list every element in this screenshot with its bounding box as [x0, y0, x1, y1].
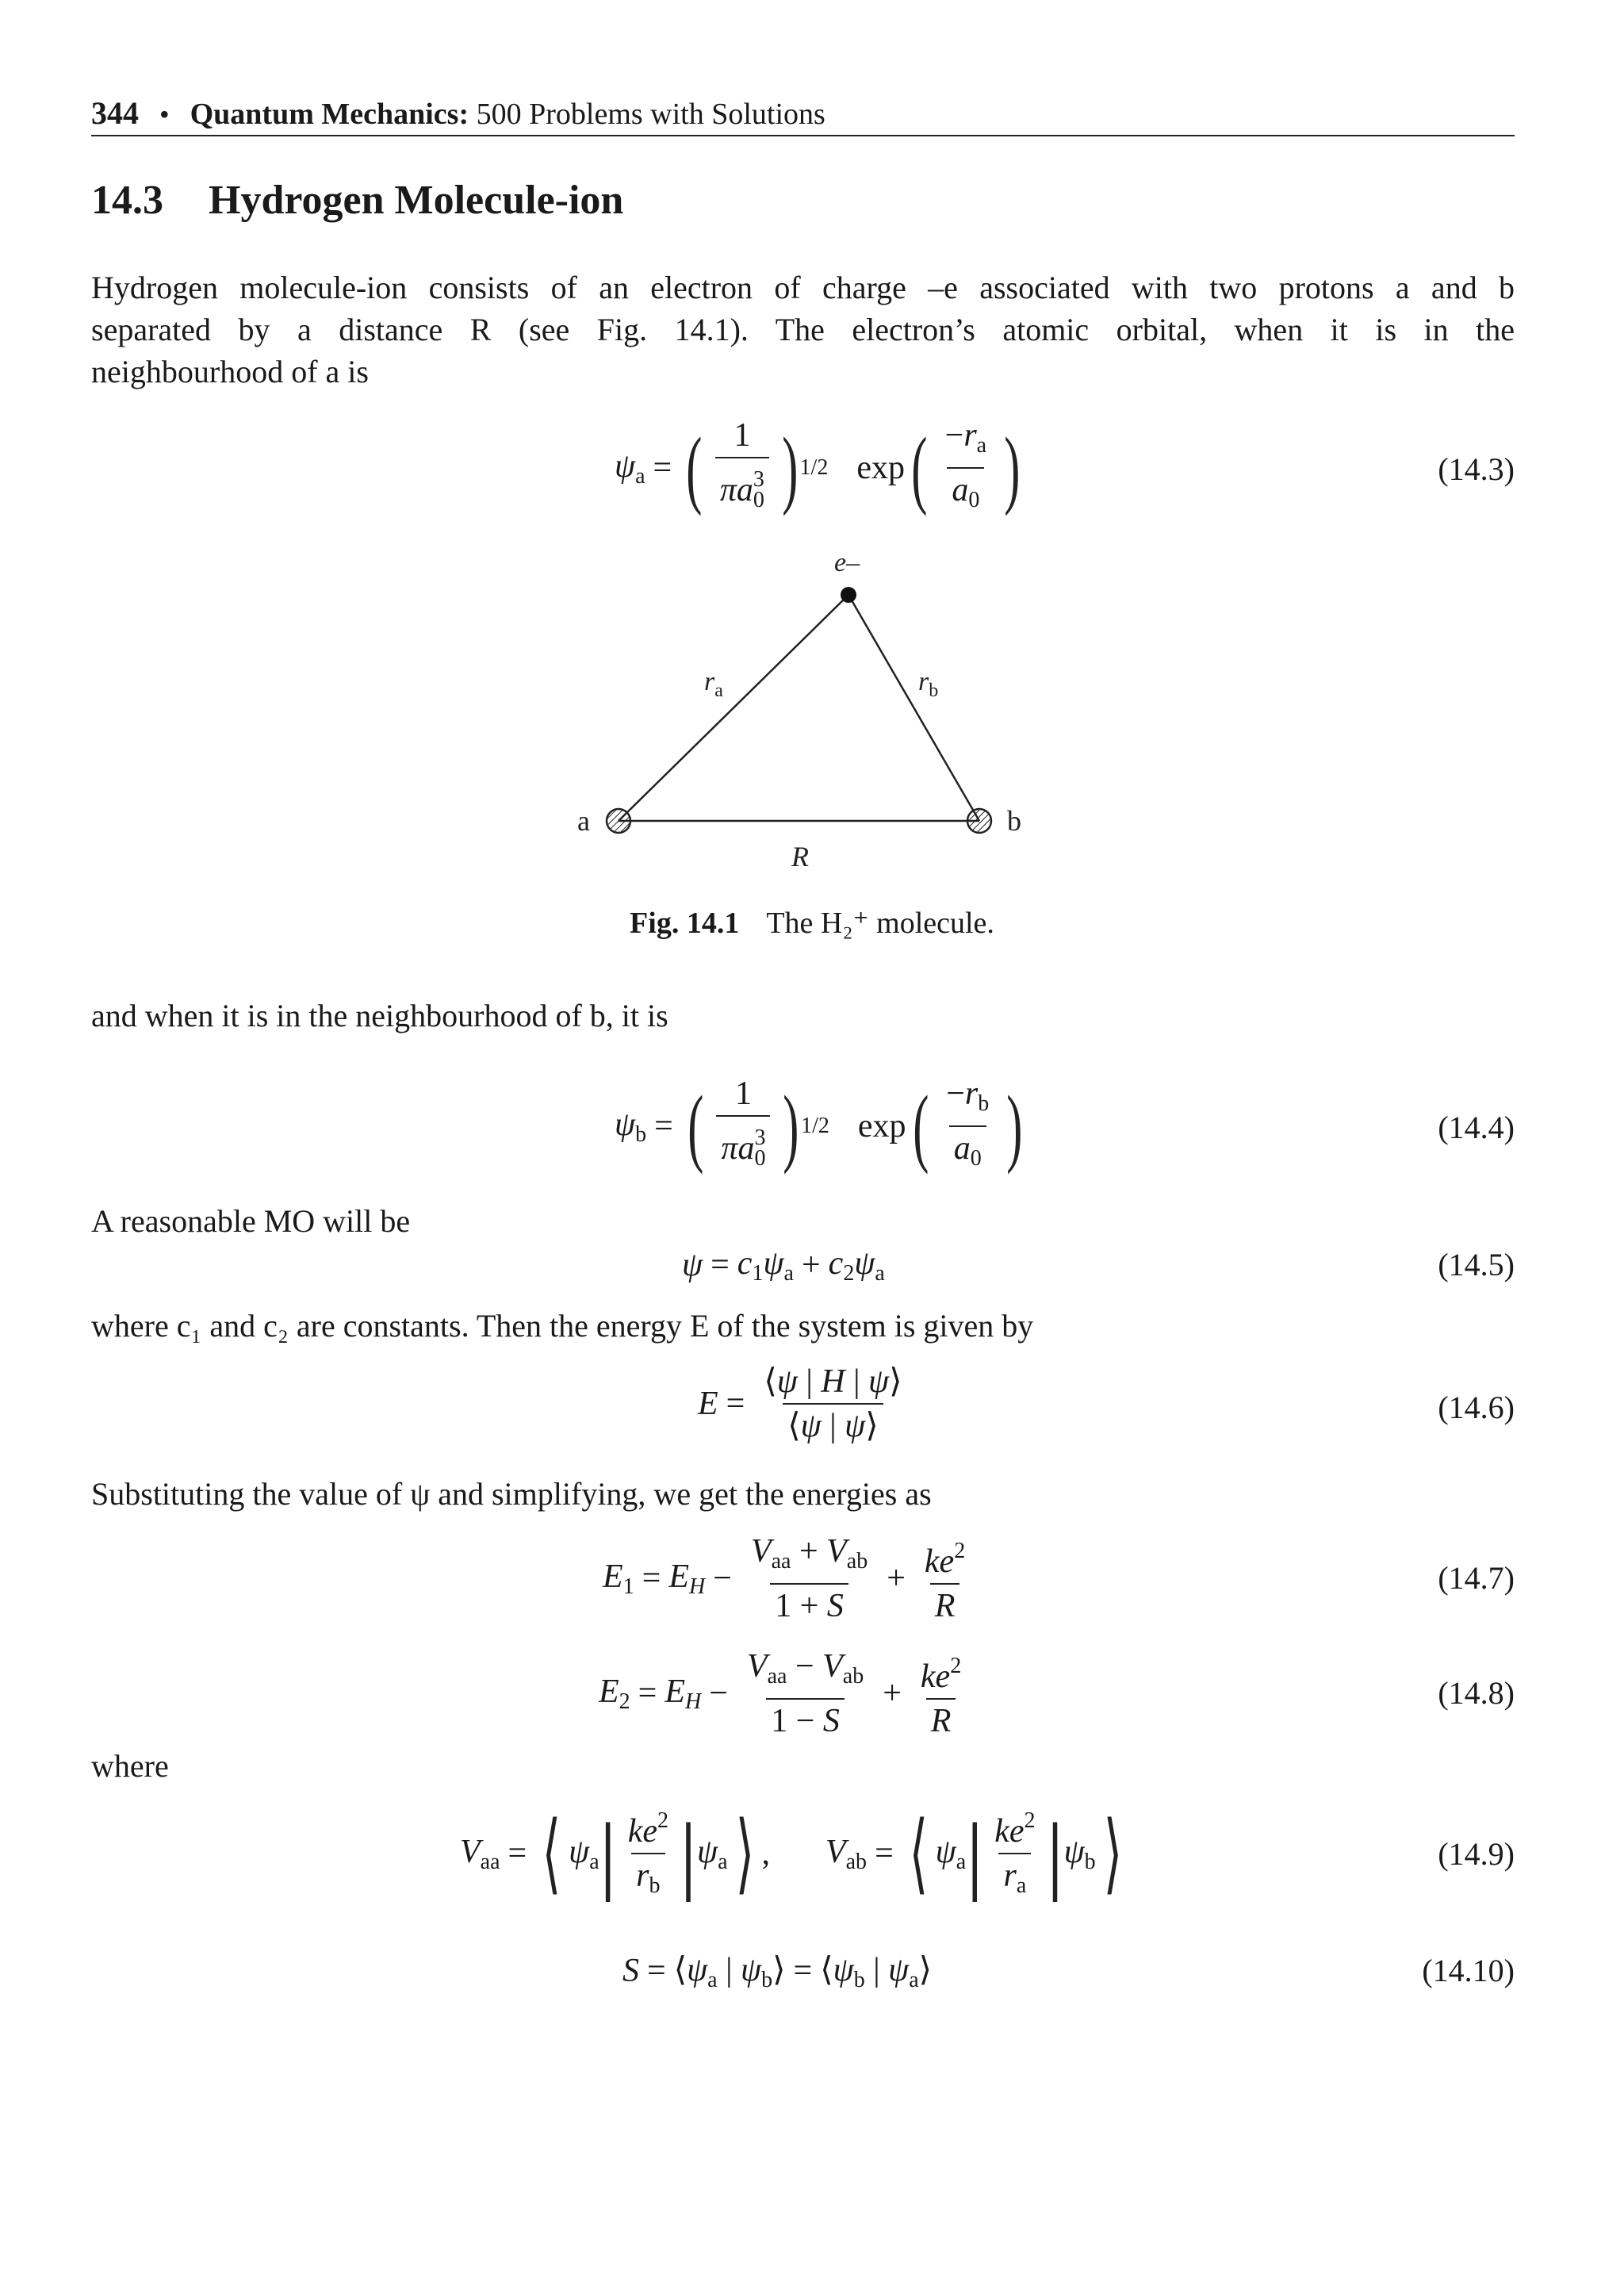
equation-14-6: E = $\frac{⟨\psi | H | \psi⟩}{⟨\psi | \psi⟩}$ [698, 1363, 902, 1444]
section-heading [91, 173, 623, 228]
figure-caption [0, 902, 1624, 945]
equation-14-3: $\psi_a$ = ( $\frac{1}{\pi a_0^3}$ ) 1/2 exp ( $\frac{-r_a}{a_0}$ ) [615, 412, 1027, 523]
intro-line-3: neighbourhood of a is [91, 354, 369, 389]
proton-a [607, 809, 630, 833]
equation-number-14-5: (14.5) [1438, 1247, 1515, 1282]
equation-14-7: $E_1$ = EH − $\frac{V_{aa} + V_{ab}}{1 + S}$ + $\frac{ke^2}{R}$ [603, 1532, 966, 1624]
equation-number-14-3: (14.3) [1438, 451, 1515, 487]
equation-14-9: $V_{aa}$ = ⟨ $\psi_a$ | $\frac{ke^2}{r_b}$ | $\psi_a$ ⟩ , $V_{ab}$ = ⟨ $\psi_a$ | $\frac{ke^2}{r_a}$ | $\psi_b$ ⟩ [460, 1794, 1130, 1913]
section-title: Hydrogen Molecule-ion [209, 178, 624, 223]
equation-number-14-4: (14.4) [1438, 1110, 1515, 1145]
book-title-bold: Quantum Mechanics: [190, 98, 469, 131]
proton-b [967, 809, 991, 833]
page-number: 344 [91, 95, 139, 131]
electron-dot [841, 587, 856, 603]
equation-14-10: S = $⟨\psi_a$ | $\psi_b⟩$ = $⟨\psi_b$ | $\psi_a⟩$ [622, 1951, 933, 1992]
proton-a-label: a [577, 805, 590, 837]
header-separator: • [159, 98, 170, 130]
rb-label: $r_b$ [918, 667, 939, 701]
mo-intro-text: A reasonable MO will be [91, 1203, 411, 1239]
figure-caption-label: Fig. 14.1 [630, 907, 740, 940]
constants-text: where c₁ and c₂ are constants. Then the energy E of the system is given by [91, 1308, 1034, 1344]
book-title-rest: 500 Problems with Solutions [476, 98, 825, 131]
ra-line [619, 595, 848, 821]
equation-number-14-6: (14.6) [1438, 1390, 1515, 1425]
equation-number-14-9: (14.9) [1438, 1836, 1515, 1872]
equation-14-5: ψ = $c_1\psi_a$ + $c_2\psi_a$ [682, 1244, 885, 1286]
R-label: R [791, 841, 809, 872]
equation-number-14-8: (14.8) [1438, 1675, 1515, 1711]
equation-number-14-10: (14.10) [1422, 1953, 1515, 1988]
where-text: where [91, 1748, 169, 1784]
header-rule [91, 135, 1515, 136]
after-figure-text: and when it is in the neighbourhood of b, it is [91, 998, 668, 1033]
equation-14-4: $\psi_b$ = ( $\frac{1}{\pi a_0^3}$ ) 1/2 exp ( $\frac{-r_b}{a_0}$ ) [615, 1071, 1029, 1182]
equation-14-8: $E_2$ = EH − $\frac{V_{aa} - V_{ab}}{1 - S}$ + $\frac{ke^2}{R}$ [599, 1647, 962, 1739]
rb-line [848, 595, 979, 821]
figure-caption-text: The H₂⁺ molecule. [766, 907, 994, 940]
h2-plus-molecule-diagram [555, 547, 1078, 880]
substituting-text: Substituting the value of ψ and simplifying, we get the energies as [91, 1476, 932, 1512]
running-header [91, 92, 1515, 135]
proton-b-label: b [1007, 805, 1021, 837]
equation-number-14-7: (14.7) [1438, 1560, 1515, 1596]
electron-label: e– [834, 548, 860, 577]
intro-line-1: Hydrogen molecule-ion consists of an electron of charge –e associated with two protons a and b [91, 270, 1515, 305]
ra-label: $r_a$ [704, 667, 723, 701]
section-number: 14.3 [91, 178, 163, 223]
intro-line-2: separated by a distance R (see Fig. 14.1). The electron’s atomic orbital, when it is in the [91, 312, 1515, 347]
